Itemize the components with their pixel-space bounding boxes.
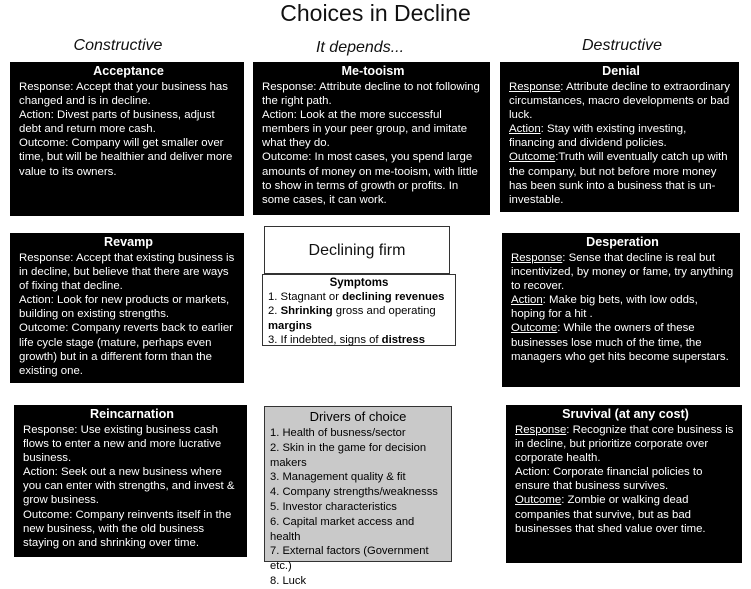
- outcome-label: Outcome: [511, 322, 558, 335]
- driver-item: 1. Health of busness/sector: [270, 427, 406, 439]
- card-response: Response: Use existing business cash flows to enter a new and more lucrative business.: [23, 424, 222, 465]
- denial-card: [500, 62, 739, 212]
- column-heading-destructive: Destructive: [581, 37, 663, 54]
- acceptance-card: [10, 62, 244, 216]
- card-response: [511, 251, 734, 293]
- card-action: Action: Look at the more successful members in your peer group, and imitate what they do.: [262, 109, 468, 150]
- card-outcome: Outcome: Company reverts back to earlier life cycle stage (mature, perhaps even growth) but in a different form than the existing one.: [19, 322, 233, 377]
- driver-item: 2. Skin in the game for decision makers: [270, 441, 427, 469]
- card-outcome: Outcome: Company will get smaller over time, but will be healthier and deliver more value to its owners.: [19, 137, 233, 178]
- card-action: Action: Corporate financial policies to ensure that business survives.: [515, 466, 703, 493]
- symptoms-box: [262, 274, 456, 346]
- symptom-2: [268, 304, 450, 332]
- outcome-label: Outcome: [515, 494, 562, 507]
- metooism-card: [253, 62, 490, 215]
- card-outcome: [509, 150, 733, 206]
- card-action: Action: Seek out a new business where you can enter with strengths, and invest & grow business.: [23, 466, 235, 507]
- card-title: Denial: [602, 64, 640, 78]
- card-response: Response: Attribute decline to not following the right path.: [262, 81, 480, 108]
- outcome-text: :Truth will eventually catch up with the company, but not before more money has been sunk into a business that is un-investable.: [509, 151, 728, 206]
- drivers-box: [264, 406, 452, 587]
- symptom-1: [268, 290, 450, 304]
- driver-item: 5. Investor characteristics: [270, 500, 397, 513]
- card-outcome: [515, 493, 736, 535]
- reincarnation-card: [14, 405, 247, 557]
- symptoms-title: Symptoms: [329, 277, 389, 289]
- symptom-text: 3. If indebted, signs of: [268, 333, 382, 346]
- card-outcome: Outcome: In most cases, you spend large amounts of money on me-tooism, with little to show in terms of growth or profits. In some cases, it can work.: [262, 151, 478, 206]
- outcome-label: Outcome: [509, 151, 556, 164]
- symptom-emphasis: Shrinking: [280, 305, 333, 318]
- action-label: Action: [509, 123, 541, 136]
- card-outcome: Outcome: Company reinvents itself in the new business, with the old business staying on and shrinking over time.: [23, 508, 232, 549]
- page-title: Choices in Decline: [280, 0, 471, 26]
- desperation-card: [502, 233, 740, 387]
- symptom-text: gross and operating: [332, 305, 436, 318]
- column-heading-constructive: Constructive: [73, 37, 163, 54]
- outcome-text: : Zombie or walking dead companies that survive, but as bad businesses that shed value over time.: [515, 494, 706, 535]
- action-text: : Stay with existing investing, financing and dividend policies.: [509, 123, 687, 150]
- symptom-emphasis: distress: [381, 333, 426, 346]
- driver-item: 7. External factors (Government etc.): [270, 545, 429, 573]
- card-outcome: [511, 321, 734, 363]
- outcome-text: : While the owners of these businesses lose much of the time, the managers who get hits become superstars.: [511, 322, 729, 363]
- driver-item: 4. Company strengths/weaknesss: [270, 486, 438, 499]
- card-title: Acceptance: [93, 64, 164, 78]
- response-text: : Attribute decline to extraordinary circumstances, macro developments or bad luck.: [509, 81, 730, 122]
- symptom-3: [268, 333, 450, 347]
- card-title: Reincarnation: [90, 407, 174, 421]
- card-title: Revamp: [104, 235, 153, 249]
- card-title: Sruvival (at any cost): [562, 407, 689, 421]
- card-response: [515, 423, 736, 465]
- card-action: Action: Divest parts of business, adjust debt and return more cash.: [19, 109, 215, 136]
- revamp-card: [10, 233, 244, 383]
- card-title: Desperation: [586, 235, 659, 249]
- response-text: : Recognize that core business is in decline, but prioritize corporate over corporate health.: [515, 424, 734, 465]
- card-response: [509, 80, 733, 122]
- card-action: [509, 122, 733, 150]
- card-title: Me-tooism: [341, 64, 405, 78]
- symptom-text: 2.: [268, 305, 281, 318]
- card-action: Action: Look for new products or markets, building on existing strengths.: [19, 294, 230, 321]
- symptom-emphasis: margins: [268, 319, 312, 332]
- action-text: : Make big bets, with low odds, hoping for a hit .: [511, 294, 698, 321]
- declining-firm-box: Declining firm: [264, 226, 450, 274]
- driver-item: 6. Capital market access and health: [270, 515, 415, 543]
- column-heading-it-depends: It depends...: [315, 39, 405, 56]
- symptom-text: 1. Stagnant or: [268, 291, 343, 304]
- response-label: Response: [515, 424, 567, 436]
- card-response: Response: Accept that your business has changed and is in decline.: [19, 81, 228, 108]
- action-label: Action: [511, 294, 543, 307]
- response-label: Response: [511, 252, 563, 264]
- response-label: Response: [509, 81, 561, 93]
- symptom-emphasis: declining revenues: [342, 291, 445, 304]
- survival-card: [506, 405, 742, 563]
- card-action: [511, 293, 734, 321]
- driver-item: 3. Management quality & fit: [270, 471, 406, 484]
- driver-item: 8. Luck: [270, 574, 307, 587]
- drivers-title: Drivers of choice: [309, 409, 407, 424]
- response-text: : Sense that decline is real but incentivized, by money or fame, try anything to recover.: [511, 252, 734, 293]
- card-response: Response: Accept that existing business is in decline, but believe that there are ways of fixing that decline.: [19, 252, 235, 293]
